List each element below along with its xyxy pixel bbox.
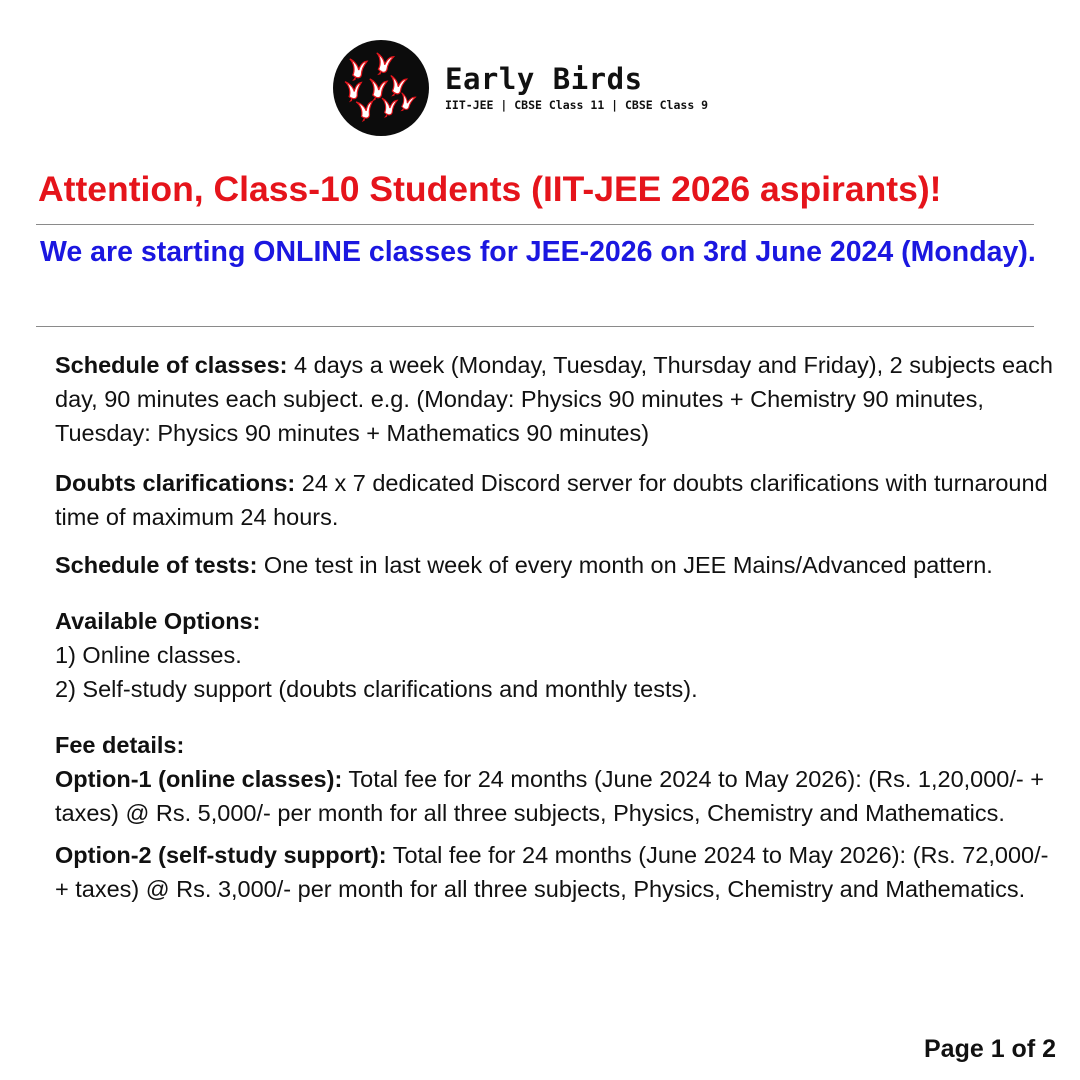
notice-body <box>55 348 1055 906</box>
doubts-label: Doubts clarifications: <box>55 470 296 496</box>
fees-heading <box>55 728 1055 762</box>
fee-option-1-label: Option-1 (online classes): <box>55 766 343 792</box>
brand-header <box>333 40 708 136</box>
fee-option-2-text: Total fee for 24 months (June 2024 to May 2026): (Rs. 72,000/- + taxes) @ Rs. 3,000/- per month for all three subjects, Physics, Chemistry and Mathematics. <box>55 842 1049 902</box>
schedule-classes-text: 4 days a week (Monday, Tuesday, Thursday and Friday), 2 subjects each day, 90 minutes each subject. e.g. (Monday: Physics 90 minutes + Chemistry 90 minutes, Tuesday: Physics 90 minutes + Mathematics 90 minutes) <box>55 352 1053 446</box>
fees-label: Fee details: <box>55 732 185 758</box>
options-label: Available Options: <box>55 608 261 634</box>
birds-flock-icon <box>333 40 429 136</box>
brand-tagline: IIT-JEE | CBSE Class 11 | CBSE Class 9 <box>445 98 709 112</box>
schedule-classes-label: Schedule of classes: <box>55 352 288 378</box>
option-item-1: 1) Online classes. <box>55 642 242 668</box>
subheadline: We are starting ONLINE classes for JEE-2026 on 3rd June 2024 (Monday). <box>40 236 1036 268</box>
schedule-tests-text: One test in last week of every month on JEE Mains/Advanced pattern. <box>257 552 993 578</box>
fee-option-1-text: Total fee for 24 months (June 2024 to May 2026): (Rs. 1,20,000/- + taxes) @ Rs. 5,000/- per month for all three subjects, Physics, Chemistry and Mathematics. <box>55 766 1044 826</box>
brand-name: Early Birds <box>445 62 643 96</box>
divider-top <box>36 224 1034 225</box>
page-indicator: Page 1 of 2 <box>924 1035 1056 1063</box>
fee-option-1 <box>55 762 1055 830</box>
fee-option-2-label: Option-2 (self-study support): <box>55 842 387 868</box>
schedule-tests-paragraph <box>55 548 1055 582</box>
options-heading <box>55 604 1055 638</box>
headline: Attention, Class-10 Students (IIT-JEE 2026 aspirants)! <box>38 169 942 209</box>
doubts-text: 24 x 7 dedicated Discord server for doubts clarifications with turnaround time of maximum 24 hours. <box>55 470 1048 530</box>
option-item-2: 2) Self-study support (doubts clarifications and monthly tests). <box>55 676 698 702</box>
brand-logo <box>333 40 429 136</box>
doubts-paragraph <box>55 466 1055 534</box>
brand-text <box>445 63 708 113</box>
fee-option-2 <box>55 838 1055 906</box>
schedule-tests-label: Schedule of tests: <box>55 552 258 578</box>
schedule-classes-paragraph <box>55 348 1055 450</box>
divider-bottom <box>36 326 1034 327</box>
